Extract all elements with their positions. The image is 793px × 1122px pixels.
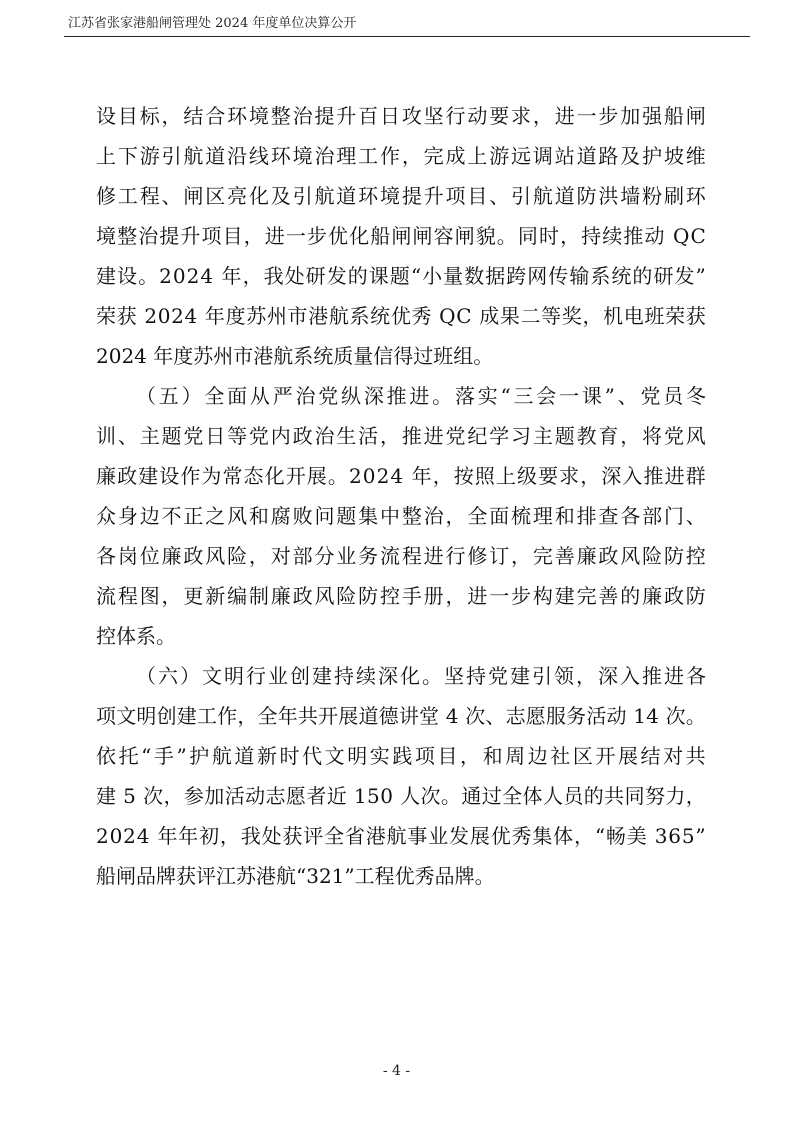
text-line: 依 托 “ 手 ” 护 航 道 新 时 代 文 明 实 践 项 目 ， 和 周 边 社 区 开 展 结 对 共 <box>96 744 706 768</box>
page-header <box>64 14 750 37</box>
text-line: 上 下 游 引 航 道 沿 线 环 境 治 理 工 作 ， 完 成 上 游 远 调 站 道 路 及 护 坡 维 <box>96 144 706 168</box>
text-line: 建 设 。 2 0 2 4 年 ， 我 处 研 发 的 课 题 “ 小 量 数 据 跨 网 传 输 系 统 的 研 发 ” <box>96 264 706 288</box>
document-body <box>96 96 706 896</box>
text-line: 项 文 明 创 建 工 作 ， 全 年 共 开 展 道 德 讲 堂 4 次 、 志 愿 服 务 活 动 1 4 次 。 <box>96 704 706 728</box>
page-number: - 4 - <box>382 1063 411 1079</box>
text-line: 控体系。 <box>96 624 176 648</box>
text-line: 流 程 图 ， 更 新 编 制 廉 政 风 险 防 控 手 册 ， 进 一 步 构 建 完 善 的 廉 政 防 <box>96 584 706 608</box>
paragraph-section-5 <box>96 376 706 656</box>
paragraph-section-6 <box>96 656 706 896</box>
text-line: 训 、 主 题 党 日 等 党 内 政 治 生 活 ， 推 进 党 纪 学 习 主 题 教 育 ， 将 党 风 <box>96 424 706 448</box>
text-line: 众 身 边 不 正 之 风 和 腐 败 问 题 集 中 整 治 ， 全 面 梳 理 和 排 查 各 部 门 、 <box>96 504 706 528</box>
text-line: 2024 年度苏州市港航系统质量信得过班组。 <box>96 344 494 368</box>
text-line: （ 六 ） 文 明 行 业 创 建 持 续 深 化 。 坚 持 党 建 引 领 ， 深 入 推 进 各 <box>136 664 706 688</box>
text-line: 设 目 标 ， 结 合 环 境 整 治 提 升 百 日 攻 坚 行 动 要 求 ， 进 一 步 加 强 船 闸 <box>96 104 706 128</box>
text-line: 荣 获 2 0 2 4 年 度 苏 州 市 港 航 系 统 优 秀 Q C 成 果 二 等 奖 ， 机 电 班 荣 获 <box>96 304 706 328</box>
paragraph <box>96 96 706 376</box>
text-line: 建 5 次 ， 参 加 活 动 志 愿 者 近 1 5 0 人 次 。 通 过 全 体 人 员 的 共 同 努 力 ， <box>96 784 706 808</box>
text-line: 修 工 程 、 闸 区 亮 化 及 引 航 道 环 境 提 升 项 目 、 引 航 道 防 洪 墙 粉 刷 环 <box>96 184 706 208</box>
text-line: 境 整 治 提 升 项 目 ， 进 一 步 优 化 船 闸 闸 容 闸 貌 。 同 时 ， 持 续 推 动 Q C <box>96 224 706 248</box>
text-line: 廉 政 建 设 作 为 常 态 化 开 展 。 2 0 2 4 年 ， 按 照 上 级 要 求 ， 深 入 推 进 群 <box>96 464 706 488</box>
text-line: 2 0 2 4 年 年 初 ， 我 处 获 评 全 省 港 航 事 业 发 展 优 秀 集 体 ， “ 畅 美 3 6 5 ” <box>96 824 706 848</box>
text-line: 各 岗 位 廉 政 风 险 ， 对 部 分 业 务 流 程 进 行 修 订 ， 完 善 廉 政 风 险 防 控 <box>96 544 706 568</box>
text-line: 船闸品牌获评江苏港航“321”工程优秀品牌。 <box>96 864 495 888</box>
text-line: （ 五 ） 全 面 从 严 治 党 纵 深 推 进 。 落 实 “ 三 会 一 课 ” 、 党 员 冬 <box>136 384 706 408</box>
header-title: 江苏省张家港船闸管理处 2024 年度单位决算公开 <box>68 16 357 31</box>
